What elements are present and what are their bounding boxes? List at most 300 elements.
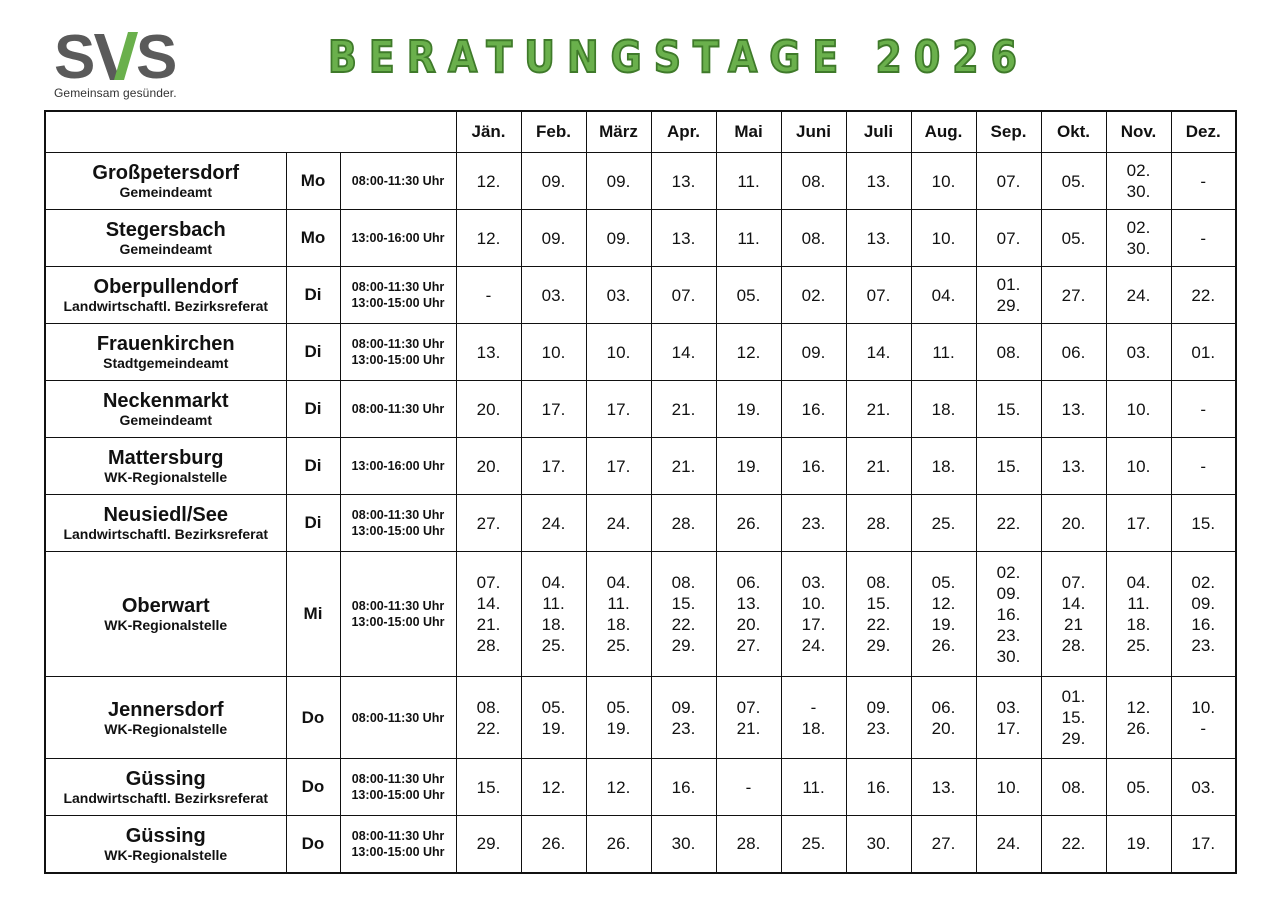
date-cell — [976, 552, 1041, 677]
location-cell — [45, 495, 286, 552]
date-value: 09. — [866, 697, 891, 717]
date-cell — [976, 381, 1041, 438]
hours-line: 08:00-11:30 Uhr — [351, 280, 445, 294]
date-value: 11. — [932, 342, 955, 362]
date-value: 11. — [737, 171, 760, 191]
table-row — [45, 552, 1236, 677]
date-value: 05. — [606, 697, 631, 717]
date-cell — [1041, 210, 1106, 267]
date-cell — [586, 381, 651, 438]
date-value: 17. — [606, 399, 631, 419]
hours-line: 13:00-16:00 Uhr — [351, 459, 445, 473]
date-value: - — [1200, 399, 1207, 419]
logo-slogan: Gemeinsam gesünder. — [54, 86, 177, 100]
date-value: 15. — [671, 594, 696, 613]
date-value: 30. — [1126, 182, 1151, 201]
date-value: 24. — [1126, 285, 1151, 305]
location-cell — [45, 677, 286, 759]
hours-line: 13:00-15:00 Uhr — [351, 524, 445, 538]
date-value: 10. — [801, 594, 826, 613]
date-cell — [651, 210, 716, 267]
location-office: WK-Regionalstelle — [104, 720, 228, 737]
date-value: 16. — [1191, 615, 1216, 634]
date-cell — [976, 816, 1041, 873]
date-value: 13. — [1061, 456, 1086, 476]
date-value: 08. — [801, 228, 826, 248]
date-value: 22. — [1191, 285, 1216, 305]
date-value: 25. — [801, 834, 826, 854]
date-value: 02. — [1126, 161, 1151, 180]
date-cell — [1106, 381, 1171, 438]
date-cell — [716, 438, 781, 495]
hours-cell — [340, 381, 456, 438]
date-cell — [781, 438, 846, 495]
date-value: 25. — [606, 636, 631, 655]
date-value: 01. — [1061, 687, 1086, 706]
date-value: 23. — [1191, 636, 1216, 655]
date-value: 24. — [606, 513, 631, 533]
date-cell — [521, 153, 586, 210]
date-cell — [651, 677, 716, 759]
date-cell — [521, 267, 586, 324]
date-value: - — [1200, 456, 1207, 476]
date-value: 09. — [606, 228, 631, 248]
table-row — [45, 381, 1236, 438]
table-row — [45, 324, 1236, 381]
date-value: 01. — [1191, 342, 1216, 362]
date-cell — [716, 759, 781, 816]
date-cell — [651, 816, 716, 873]
date-value: 30. — [1126, 239, 1151, 258]
date-cell — [911, 267, 976, 324]
hours-line: 13:00-15:00 Uhr — [351, 615, 445, 629]
date-cell — [456, 324, 521, 381]
location-name: Güssing — [125, 768, 206, 790]
page-title: BERATUNGSTAGE 2026 — [328, 32, 1029, 83]
date-value: 07. — [1061, 573, 1086, 592]
date-value: 05. — [736, 285, 761, 305]
date-value: 13. — [476, 342, 501, 362]
date-cell — [1041, 324, 1106, 381]
date-value: - — [745, 777, 752, 797]
date-cell — [911, 552, 976, 677]
date-value: 28. — [736, 834, 761, 854]
date-value: 01. — [996, 275, 1021, 294]
date-value: 15. — [996, 399, 1021, 419]
location-name: Oberpullendorf — [93, 276, 238, 298]
date-value: 29. — [996, 296, 1021, 315]
date-cell — [846, 677, 911, 759]
date-value: 09. — [541, 171, 566, 191]
date-value: 23. — [996, 625, 1021, 645]
date-cell — [976, 438, 1041, 495]
date-cell — [456, 677, 521, 759]
date-value: 18. — [541, 615, 566, 634]
date-cell — [456, 816, 521, 873]
date-value: 07. — [671, 285, 696, 305]
date-value: 02. — [801, 285, 826, 305]
date-cell — [456, 552, 521, 677]
date-cell — [1106, 495, 1171, 552]
weekday-cell: Di — [286, 267, 340, 324]
date-value: 17. — [801, 615, 826, 634]
date-cell — [781, 381, 846, 438]
date-value: 18. — [1126, 615, 1151, 634]
date-value: 10. — [606, 342, 631, 362]
date-value: 20. — [736, 615, 761, 634]
date-value: 15. — [1191, 513, 1216, 533]
weekday-cell: Do — [286, 677, 340, 759]
date-value: 10. — [1126, 456, 1151, 476]
date-cell — [1106, 759, 1171, 816]
date-value: 11. — [607, 594, 630, 613]
date-cell — [521, 552, 586, 677]
location-cell — [45, 324, 286, 381]
date-value: 07. — [866, 285, 891, 305]
location-cell — [45, 267, 286, 324]
date-value: 21. — [671, 399, 696, 419]
date-value: 16. — [801, 456, 826, 476]
date-value: 19. — [736, 399, 761, 419]
date-cell — [1041, 153, 1106, 210]
svs-logo — [54, 28, 194, 102]
date-value: 25. — [1126, 636, 1151, 655]
date-cell — [651, 153, 716, 210]
month-header: Feb. — [521, 111, 586, 153]
date-cell — [781, 495, 846, 552]
svs-logo-mark — [54, 28, 180, 84]
hours-line: 08:00-11:30 Uhr — [351, 710, 445, 725]
date-value: 24. — [996, 834, 1021, 854]
date-value: 10. — [931, 228, 956, 248]
date-value: 12. — [476, 171, 501, 191]
date-cell — [846, 438, 911, 495]
weekday-cell: Do — [286, 816, 340, 873]
date-value: 09. — [671, 697, 696, 717]
date-cell — [781, 153, 846, 210]
location-office: WK-Regionalstelle — [104, 846, 228, 863]
date-value: 11. — [1127, 594, 1150, 613]
date-value: - — [485, 285, 492, 305]
date-value: 20. — [476, 456, 501, 476]
weekday-cell: Mo — [286, 153, 340, 210]
date-value: 12. — [476, 228, 501, 248]
date-cell — [651, 381, 716, 438]
date-cell — [716, 153, 781, 210]
date-value: 09. — [996, 583, 1021, 603]
hours-cell — [340, 495, 456, 552]
date-cell — [521, 816, 586, 873]
hours-cell — [340, 438, 456, 495]
date-cell — [1041, 552, 1106, 677]
date-cell — [716, 677, 781, 759]
header-row — [45, 111, 1236, 153]
date-value: 13. — [866, 171, 891, 191]
date-cell — [521, 759, 586, 816]
date-value: 03. — [996, 697, 1021, 717]
date-value: 09. — [1191, 594, 1216, 613]
date-cell — [1171, 816, 1236, 873]
hours-cell — [340, 210, 456, 267]
date-value: 13. — [736, 594, 761, 613]
table-row — [45, 759, 1236, 816]
date-cell — [781, 210, 846, 267]
date-value: 26. — [736, 513, 761, 533]
hours-line: 13:00-15:00 Uhr — [351, 788, 445, 802]
hours-cell — [340, 759, 456, 816]
date-cell — [1041, 438, 1106, 495]
table-row — [45, 438, 1236, 495]
date-value: 11. — [802, 777, 825, 797]
date-cell — [1041, 495, 1106, 552]
location-office: Gemeindeamt — [119, 184, 213, 200]
date-value: 30. — [996, 646, 1021, 666]
date-cell — [716, 324, 781, 381]
date-value: 07. — [476, 573, 501, 592]
date-cell — [781, 759, 846, 816]
date-cell — [846, 816, 911, 873]
date-value: 09. — [801, 342, 826, 362]
date-value: 25. — [541, 636, 566, 655]
date-value: 12. — [606, 777, 631, 797]
date-value: 20. — [1061, 513, 1086, 533]
hours-line: 13:00-15:00 Uhr — [351, 353, 445, 367]
date-value: 13. — [1061, 399, 1086, 419]
date-value: 28. — [866, 513, 891, 533]
date-value: 29. — [1061, 729, 1086, 748]
table-row — [45, 495, 1236, 552]
date-value: 08. — [801, 171, 826, 191]
date-cell — [911, 759, 976, 816]
date-value: 22. — [866, 615, 891, 634]
date-value: 04. — [606, 573, 631, 592]
date-cell — [521, 495, 586, 552]
date-value: 05. — [541, 697, 566, 717]
date-cell — [1106, 324, 1171, 381]
location-office: Gemeindeamt — [119, 412, 213, 428]
location-cell — [45, 153, 286, 210]
date-cell — [586, 267, 651, 324]
date-value: 20. — [931, 718, 956, 738]
date-cell — [586, 210, 651, 267]
date-value: 19. — [736, 456, 761, 476]
date-cell — [586, 677, 651, 759]
date-cell — [586, 495, 651, 552]
hours-line: 08:00-11:30 Uhr — [351, 508, 445, 522]
date-value: 25. — [931, 513, 956, 533]
hours-cell — [340, 552, 456, 677]
date-value: 27. — [1061, 285, 1086, 305]
date-value: 15. — [476, 777, 501, 797]
date-cell — [781, 267, 846, 324]
date-cell — [716, 381, 781, 438]
date-value: 05. — [1126, 777, 1151, 797]
date-cell — [651, 438, 716, 495]
date-value: 03. — [541, 285, 566, 305]
schedule-table — [44, 110, 1237, 874]
date-value: 21 — [1064, 615, 1083, 634]
date-cell — [846, 381, 911, 438]
location-name: Frauenkirchen — [96, 333, 235, 355]
date-value: 10. — [1191, 697, 1216, 717]
date-value: 03. — [1191, 777, 1216, 797]
date-value: 06. — [931, 697, 956, 717]
month-header: Sep. — [976, 111, 1041, 153]
date-cell — [976, 759, 1041, 816]
date-cell — [586, 324, 651, 381]
date-value: 08. — [866, 573, 891, 592]
date-cell — [586, 153, 651, 210]
date-value: 21. — [671, 456, 696, 476]
date-cell — [456, 267, 521, 324]
date-cell — [976, 153, 1041, 210]
location-cell — [45, 381, 286, 438]
hours-cell — [340, 677, 456, 759]
date-value: 15. — [866, 594, 891, 613]
date-cell — [1041, 816, 1106, 873]
date-cell — [1171, 495, 1236, 552]
date-cell — [1106, 552, 1171, 677]
date-value: 27. — [476, 513, 501, 533]
hours-line: 08:00-11:30 Uhr — [351, 828, 445, 843]
date-value: 29. — [671, 636, 696, 655]
date-value: 13. — [671, 171, 696, 191]
date-cell — [911, 381, 976, 438]
date-value: 26. — [541, 834, 566, 854]
date-value: 19. — [1126, 834, 1151, 854]
date-cell — [1106, 210, 1171, 267]
date-cell — [651, 324, 716, 381]
date-cell — [586, 438, 651, 495]
date-value: 02. — [996, 562, 1021, 582]
date-value: 13. — [931, 777, 956, 797]
date-value: 11. — [542, 594, 565, 613]
month-header: Juli — [846, 111, 911, 153]
location-name: Jennersdorf — [107, 698, 224, 721]
date-cell — [1171, 381, 1236, 438]
month-header: Mai — [716, 111, 781, 153]
month-header: Nov. — [1106, 111, 1171, 153]
date-cell — [1171, 210, 1236, 267]
date-cell — [846, 267, 911, 324]
date-cell — [911, 324, 976, 381]
date-value: 18. — [931, 399, 956, 419]
date-value: 15. — [996, 456, 1021, 476]
header-blank-cell — [45, 111, 456, 153]
date-value: 21. — [866, 399, 891, 419]
location-office: Stadtgemeindeamt — [103, 355, 229, 371]
date-value: 03. — [801, 573, 826, 592]
location-name: Oberwart — [121, 595, 210, 617]
hours-line: 13:00-15:00 Uhr — [351, 296, 445, 310]
date-value: 07. — [996, 228, 1021, 248]
date-value: 12. — [541, 777, 566, 797]
date-value: 18. — [606, 615, 631, 634]
date-cell — [781, 816, 846, 873]
date-value: 04. — [931, 285, 956, 305]
date-value: 04. — [541, 573, 566, 592]
location-name: Großpetersdorf — [92, 162, 240, 184]
date-value: 17. — [1126, 513, 1151, 533]
table-row — [45, 153, 1236, 210]
date-value: 16. — [866, 777, 891, 797]
date-value: 26. — [931, 636, 956, 655]
date-cell — [846, 759, 911, 816]
date-cell — [846, 153, 911, 210]
hours-cell — [340, 816, 456, 873]
date-cell — [976, 677, 1041, 759]
date-cell — [1171, 552, 1236, 677]
date-cell — [976, 210, 1041, 267]
date-value: 22. — [1061, 834, 1086, 854]
date-value: - — [810, 697, 817, 717]
date-value: 29. — [476, 834, 501, 854]
date-value: 14. — [866, 342, 891, 362]
svg-text:S: S — [54, 28, 96, 84]
date-value: 09. — [606, 171, 631, 191]
date-cell — [716, 552, 781, 677]
date-value: 08. — [476, 697, 501, 717]
date-value: 23. — [801, 513, 826, 533]
location-office: Landwirtschaftl. Bezirksreferat — [63, 298, 269, 314]
date-value: - — [1200, 718, 1207, 738]
date-cell — [456, 438, 521, 495]
date-value: 09. — [541, 228, 566, 248]
date-cell — [456, 759, 521, 816]
date-value: 10. — [1126, 399, 1151, 419]
date-value: 22. — [476, 718, 501, 738]
date-cell — [911, 438, 976, 495]
date-value: 21. — [476, 615, 501, 634]
date-cell — [521, 324, 586, 381]
month-header: Okt. — [1041, 111, 1106, 153]
date-value: 23. — [671, 718, 696, 738]
date-value: 08. — [671, 573, 696, 592]
weekday-cell: Mi — [286, 552, 340, 677]
date-value: - — [1200, 171, 1207, 191]
date-value: 07. — [996, 171, 1021, 191]
month-header: März — [586, 111, 651, 153]
date-cell — [846, 552, 911, 677]
date-value: 05. — [1061, 228, 1086, 248]
location-cell — [45, 759, 286, 816]
date-value: 14. — [476, 594, 501, 613]
date-cell — [651, 495, 716, 552]
date-cell — [1106, 267, 1171, 324]
date-value: 02. — [1126, 218, 1151, 237]
hours-cell — [340, 324, 456, 381]
weekday-cell: Mo — [286, 210, 340, 267]
hours-line: 08:00-11:30 Uhr — [351, 402, 445, 416]
location-name: Güssing — [125, 824, 206, 847]
location-office: Landwirtschaftl. Bezirksreferat — [63, 526, 269, 542]
date-value: 12. — [1126, 697, 1151, 717]
date-value: 06. — [1061, 342, 1086, 362]
date-value: 20. — [476, 399, 501, 419]
hours-line: 13:00-15:00 Uhr — [351, 844, 445, 859]
date-value: 14. — [671, 342, 696, 362]
date-value: 18. — [931, 456, 956, 476]
weekday-cell: Do — [286, 759, 340, 816]
hours-cell — [340, 267, 456, 324]
date-cell — [716, 210, 781, 267]
date-cell — [911, 677, 976, 759]
month-header: Jän. — [456, 111, 521, 153]
date-value: 27. — [736, 636, 761, 655]
date-value: 28. — [476, 636, 501, 655]
location-office: WK-Regionalstelle — [104, 617, 228, 633]
date-value: 08. — [1061, 777, 1086, 797]
